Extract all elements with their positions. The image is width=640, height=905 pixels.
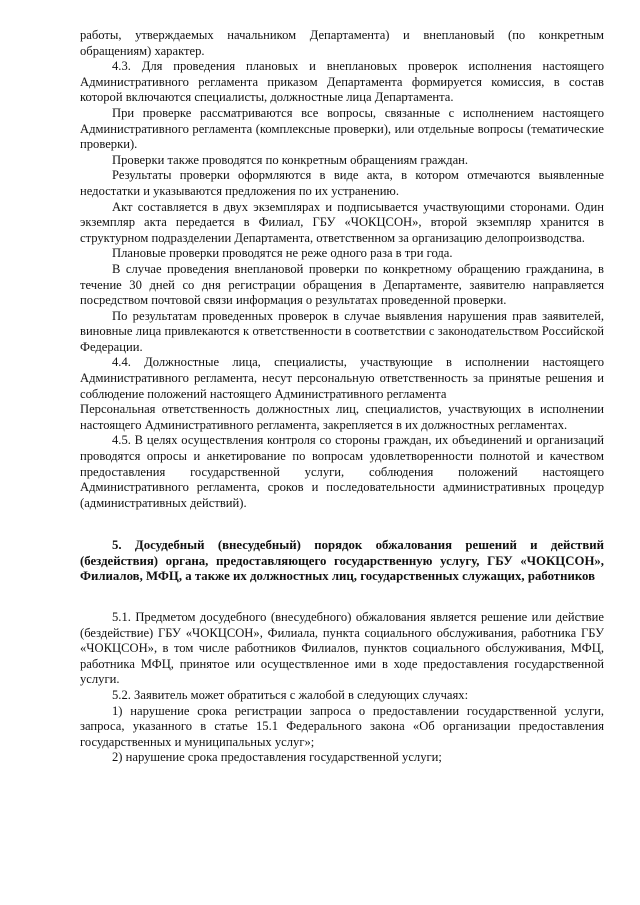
paragraph-unplanned-inspection: В случае проведения внеплановой проверки по конкретному обращению гражданина, в течение 30 дней со дня регистрации обращения в Департаменте, заявителю направляется посредством почтовой связи информация о результатах проведенной проверки. bbox=[80, 261, 604, 308]
paragraph-inspection-appeals: Проверки также проводятся по конкретным обращениям граждан. bbox=[112, 152, 469, 167]
paragraph-inspection-results: Результаты проверки оформляются в виде акта, в котором отмечаются выявленные недостатки и указываются предложения по их устранению. bbox=[80, 168, 604, 198]
paragraph-inspection-scope: При проверке рассматриваются все вопросы, связанные с исполнением настоящего Административного регламента (комплексные проверки), или отдельные вопросы (тематические проверки). bbox=[80, 105, 604, 152]
paragraph-violations: По результатам проведенных проверок в случае выявления нарушения прав заявителей, виновные лица привлекаются к ответственности в соответствии с законодательством Российской Федерации. bbox=[80, 308, 604, 354]
list-item-2: 2) нарушение срока предоставления государственной услуги; bbox=[112, 750, 442, 765]
paragraph-personal-responsibility: Персональная ответственность должностных лиц, специалистов, участвующих в исполнении настоящего Административного регламента, закрепляется в их должностных регламентах. bbox=[80, 402, 604, 432]
paragraph-4-5: 4.5. В целях осуществления контроля со стороны граждан, их объединений и организаций проводятся опросы и анкетирование по вопросам удовлетворенности полнотой и качеством предоставления государственной услуги, соблюдения положений настоящего Административного регламента, сроков и последовательности административных процедур (административных действий). bbox=[80, 433, 604, 510]
paragraph-inspection-act: Акт составляется в двух экземплярах и подписывается участвующими сторонами. Один экземпляр акта передается в Филиал, ГБУ «ЧОКЦСОН», второй экземпляр хранится в структурном подразделении Департамента, ответственном за организацию делопроизводства. bbox=[80, 199, 604, 245]
section-5-heading: 5. Досудебный (внесудебный) порядок обжалования решений и действий (бездействия) органа, предоставляющего государственную услугу, ГБУ «ЧОКЦСОН», Филиалов, МФЦ, а также их должностных лиц, государственных служащих, работников bbox=[80, 538, 604, 583]
paragraph-5-2: 5.2. Заявитель может обратиться с жалобой в следующих случаях: bbox=[112, 687, 469, 702]
paragraph-5-1: 5.1. Предметом досудебного (внесудебного) обжалования является решение или действие (бездействие) ГБУ «ЧОКЦСОН», Филиала, пункта социального обслуживания, работника ГБУ «ЧОКЦСОН», в том числе работников Филиалов, пунктов социального обслуживания, МФЦ, работника МФЦ, принятое или осуществленное ими в ходе предоставления государственной услуги. bbox=[80, 610, 604, 687]
paragraph-continuation: работы, утверждаемых начальником Департамента) и внеплановый (по конкретным обращениям) характер. bbox=[80, 28, 604, 58]
paragraph-planned-frequency: Плановые проверки проводятся не реже одного раза в три года. bbox=[112, 246, 453, 261]
paragraph-4-4: 4.4. Должностные лица, специалисты, участвующие в исполнении настоящего Административного регламента, несут персональную ответственность за принятые решения и соблюдение положений настоящего Административного регламента bbox=[80, 355, 604, 401]
paragraph-4-3: 4.3. Для проведения плановых и внеплановых проверок исполнения настоящего Административного регламента приказом Департамента формируется комиссия, в состав которой включаются специалисты, должностные лица Департамента. bbox=[80, 59, 604, 105]
list-item-1: 1) нарушение срока регистрации запроса о предоставлении государственной услуги, запроса, указанного в статье 15.1 Федерального закона «Об организации предоставления государственных и муниципальных услуг»; bbox=[80, 703, 604, 749]
